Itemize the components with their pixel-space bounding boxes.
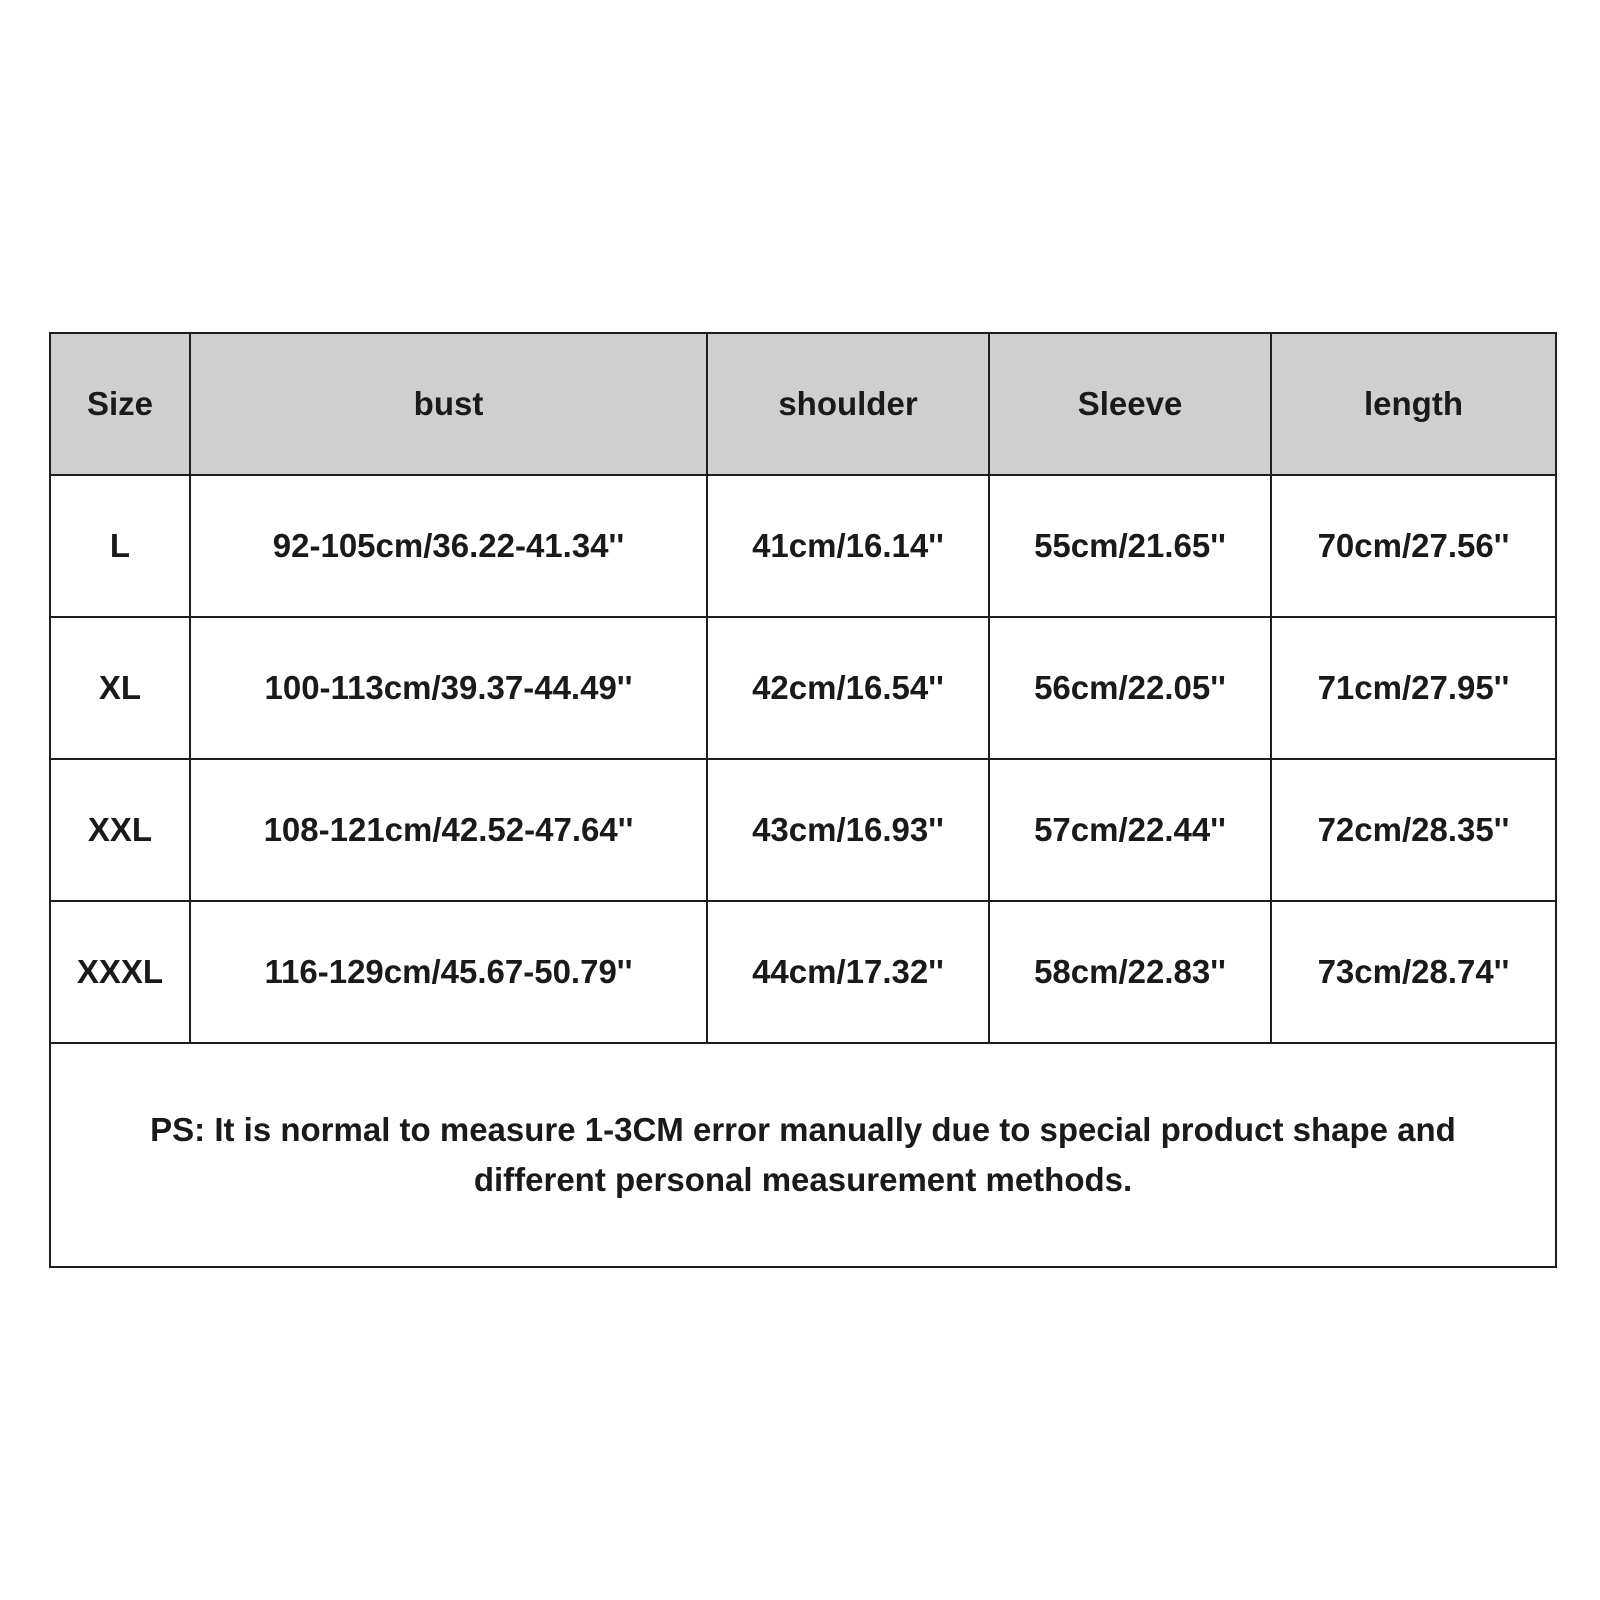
cell-bust: 108-121cm/42.52-47.64'' (190, 759, 707, 901)
cell-bust: 116-129cm/45.67-50.79'' (190, 901, 707, 1043)
cell-length: 73cm/28.74'' (1271, 901, 1556, 1043)
cell-shoulder: 42cm/16.54'' (707, 617, 989, 759)
cell-sleeve: 58cm/22.83'' (989, 901, 1271, 1043)
cell-length: 71cm/27.95'' (1271, 617, 1556, 759)
table-header-row (50, 333, 1556, 475)
cell-length: 70cm/27.56'' (1271, 475, 1556, 617)
cell-size: XXXL (50, 901, 190, 1043)
cell-bust: 92-105cm/36.22-41.34'' (190, 475, 707, 617)
header-size: Size (50, 333, 190, 475)
table-row (50, 475, 1556, 617)
cell-sleeve: 55cm/21.65'' (989, 475, 1271, 617)
header-sleeve: Sleeve (989, 333, 1271, 475)
table-row (50, 759, 1556, 901)
cell-sleeve: 57cm/22.44'' (989, 759, 1271, 901)
cell-size: L (50, 475, 190, 617)
cell-length: 72cm/28.35'' (1271, 759, 1556, 901)
table-row (50, 617, 1556, 759)
cell-size: XXL (50, 759, 190, 901)
table-row (50, 901, 1556, 1043)
cell-sleeve: 56cm/22.05'' (989, 617, 1271, 759)
header-length: length (1271, 333, 1556, 475)
header-bust: bust (190, 333, 707, 475)
cell-bust: 100-113cm/39.37-44.49'' (190, 617, 707, 759)
cell-shoulder: 41cm/16.14'' (707, 475, 989, 617)
size-chart-table (49, 332, 1557, 1268)
note-row (50, 1043, 1556, 1267)
cell-shoulder: 43cm/16.93'' (707, 759, 989, 901)
cell-shoulder: 44cm/17.32'' (707, 901, 989, 1043)
header-shoulder: shoulder (707, 333, 989, 475)
cell-size: XL (50, 617, 190, 759)
measurement-note: PS: It is normal to measure 1-3CM error manually due to special product shape and different personal measurement methods. (50, 1043, 1556, 1267)
